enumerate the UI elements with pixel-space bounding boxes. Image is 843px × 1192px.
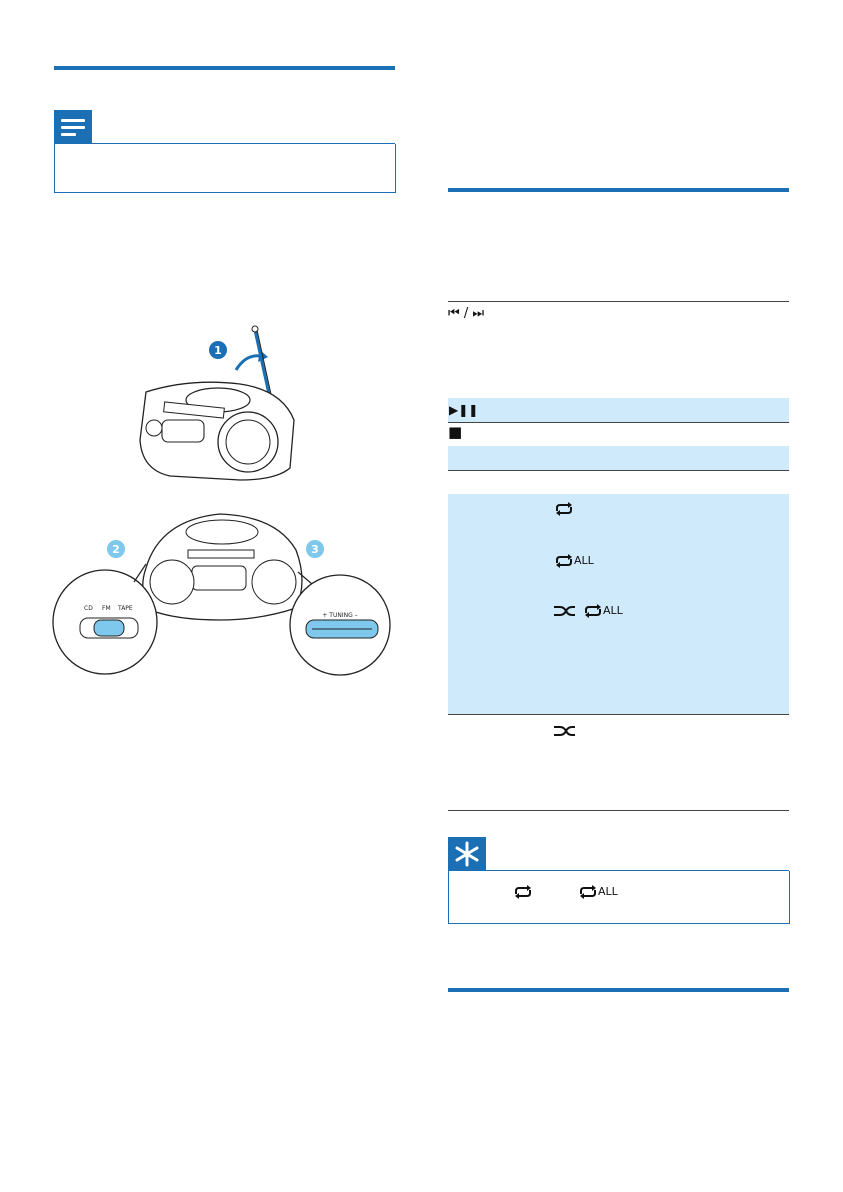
right-section-rule-1 xyxy=(448,188,789,192)
repeat-all-icon-2 xyxy=(582,604,604,618)
repeat-all-label: ALL xyxy=(574,554,594,567)
tuning-label: + TUNING – xyxy=(322,612,358,619)
selector-label-cd: CD xyxy=(84,605,93,612)
radio-illustration xyxy=(50,320,400,690)
table-row-blank-2 xyxy=(448,470,789,495)
table-row-play-pause xyxy=(448,398,789,423)
tip-icon xyxy=(448,837,486,871)
play-pause-icon: ▶❚❚ xyxy=(449,403,479,417)
table-row-stop xyxy=(448,422,789,447)
shuffle-icon xyxy=(553,604,577,618)
repeat-icon xyxy=(553,502,575,516)
selector-label-fm: FM xyxy=(102,605,111,612)
table-row-skip xyxy=(448,302,789,399)
step-1-label: 1 xyxy=(214,344,222,357)
stop-icon: ■ xyxy=(448,423,463,441)
skip-prev-next-icon: ⏮ / ⏭ xyxy=(448,306,485,321)
tip-all-label: ALL xyxy=(598,885,618,898)
repeat-all-icon xyxy=(553,554,575,568)
table-row-blank-1 xyxy=(448,446,789,471)
table-row-repeat xyxy=(448,494,789,715)
tip-repeat-all-icon xyxy=(577,885,599,899)
antenna-arrow-icon xyxy=(236,356,260,370)
table-row-shuffle xyxy=(448,714,789,811)
step-3-label: 3 xyxy=(311,543,319,556)
selector-label-tape: TAPE xyxy=(118,605,133,612)
tip-repeat-icon xyxy=(512,885,534,899)
note-box xyxy=(54,144,396,193)
left-section-rule xyxy=(54,66,395,70)
note-icon xyxy=(54,110,92,144)
right-section-rule-2 xyxy=(448,988,789,992)
repeat-all-label-2: ALL xyxy=(603,604,623,617)
tip-box xyxy=(448,871,790,924)
step-2-label: 2 xyxy=(112,543,120,556)
shuffle-icon-2 xyxy=(553,724,577,738)
